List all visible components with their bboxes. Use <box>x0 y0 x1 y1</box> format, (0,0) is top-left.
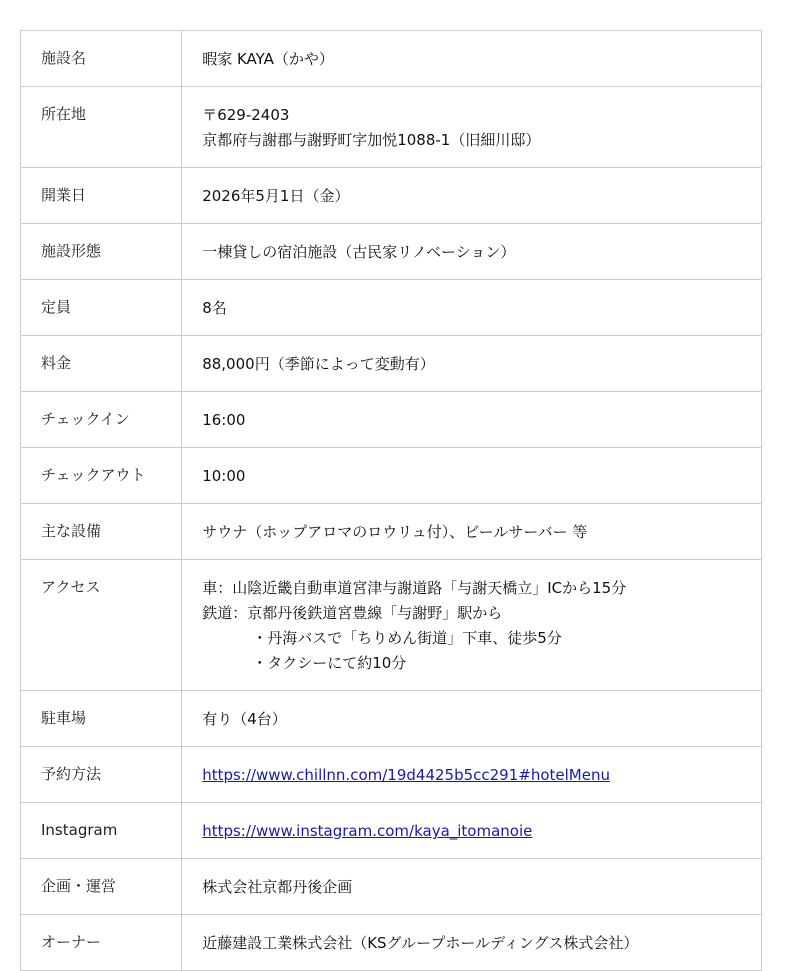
table-row-owner <box>21 915 762 971</box>
row-label-text: アクセス <box>41 578 101 596</box>
table-row-equipment <box>21 504 762 560</box>
postal-code: 〒629-2403 <box>202 106 290 124</box>
row-value <box>182 803 762 859</box>
access-taxi-line: ・タクシーにて約10分 <box>252 654 407 672</box>
address-line: 京都府与謝郡与謝野町字加悦1088-1（旧細川邸） <box>202 131 541 149</box>
row-value <box>182 747 762 803</box>
row-label <box>21 691 182 747</box>
row-label-text: チェックイン <box>41 410 130 428</box>
checkin-value: 16:00 <box>202 411 246 429</box>
row-label <box>21 560 182 691</box>
table-row-planning <box>21 859 762 915</box>
row-label <box>21 859 182 915</box>
row-value <box>182 915 762 971</box>
table-row-access <box>21 560 762 691</box>
row-label-text: 施設形態 <box>41 242 102 260</box>
table-row-facility-name <box>21 31 762 87</box>
row-label <box>21 504 182 560</box>
row-label-text: オーナー <box>41 933 102 951</box>
row-label-text: チェックアウト <box>41 466 146 484</box>
row-label <box>21 448 182 504</box>
row-label <box>21 280 182 336</box>
access-train-line: 鉄道：京都丹後鉄道宮豊線「与謝野」駅から <box>202 604 503 622</box>
row-value <box>182 224 762 280</box>
row-label-text: 施設名 <box>41 49 87 67</box>
facility-info-table <box>20 30 762 971</box>
row-value <box>182 168 762 224</box>
access-bus-line: ・丹海バスで「ちりめん街道」下車、徒歩5分 <box>252 629 562 647</box>
reservation-link[interactable]: https://www.chillnn.com/19d4425b5cc291#hotelMenu <box>202 766 610 784</box>
row-label <box>21 224 182 280</box>
row-value <box>182 392 762 448</box>
capacity-value: 8名 <box>202 299 227 317</box>
access-car-line: 車：山陰近畿自動車道宮津与謝道路「与謝天橋立」ICから15分 <box>202 579 627 597</box>
row-value <box>182 560 762 691</box>
row-label <box>21 803 182 859</box>
price-value: 88,000円（季節によって変動有） <box>202 355 435 373</box>
row-label-text: 主な設備 <box>41 522 102 540</box>
row-value <box>182 31 762 87</box>
facility-name-value: 暇家 KAYA（かや） <box>202 50 334 68</box>
row-label-text: 企画・運営 <box>41 877 117 895</box>
row-label <box>21 31 182 87</box>
table-row-facility-type <box>21 224 762 280</box>
row-label-text: 予約方法 <box>41 765 102 783</box>
row-value <box>182 280 762 336</box>
facility-type-value: 一棟貸しの宿泊施設（古民家リノベーション） <box>202 243 516 261</box>
table-row-address <box>21 87 762 168</box>
row-label-text: 開業日 <box>41 186 87 204</box>
row-value <box>182 87 762 168</box>
table-row-reservation <box>21 747 762 803</box>
table-row-price <box>21 336 762 392</box>
row-label <box>21 392 182 448</box>
table-row-parking <box>21 691 762 747</box>
owner-value: 近藤建設工業株式会社（KSグループホールディングス株式会社） <box>202 934 639 952</box>
row-label-text: 所在地 <box>41 105 87 123</box>
equipment-value: サウナ（ホップアロマのロウリュ付）、ビールサーバー 等 <box>202 523 588 541</box>
row-label <box>21 336 182 392</box>
row-value <box>182 448 762 504</box>
row-label <box>21 168 182 224</box>
row-label-text: 定員 <box>41 298 72 316</box>
table-row-capacity <box>21 280 762 336</box>
table-row-checkin <box>21 392 762 448</box>
row-label <box>21 915 182 971</box>
table-row-instagram <box>21 803 762 859</box>
instagram-link[interactable]: https://www.instagram.com/kaya_itomanoie <box>202 822 533 840</box>
row-value <box>182 504 762 560</box>
row-value <box>182 691 762 747</box>
opening-date-value: 2026年5月1日（金） <box>202 187 350 205</box>
row-value <box>182 859 762 915</box>
row-label-text: Instagram <box>41 821 118 839</box>
row-label-text: 料金 <box>41 354 72 372</box>
planning-value: 株式会社京都丹後企画 <box>202 878 353 896</box>
row-label <box>21 747 182 803</box>
row-value <box>182 336 762 392</box>
parking-value: 有り（4台） <box>202 710 287 728</box>
table-row-opening-date <box>21 168 762 224</box>
row-label <box>21 87 182 168</box>
row-label-text: 駐車場 <box>41 709 87 727</box>
checkout-value: 10:00 <box>202 467 246 485</box>
table-row-checkout <box>21 448 762 504</box>
